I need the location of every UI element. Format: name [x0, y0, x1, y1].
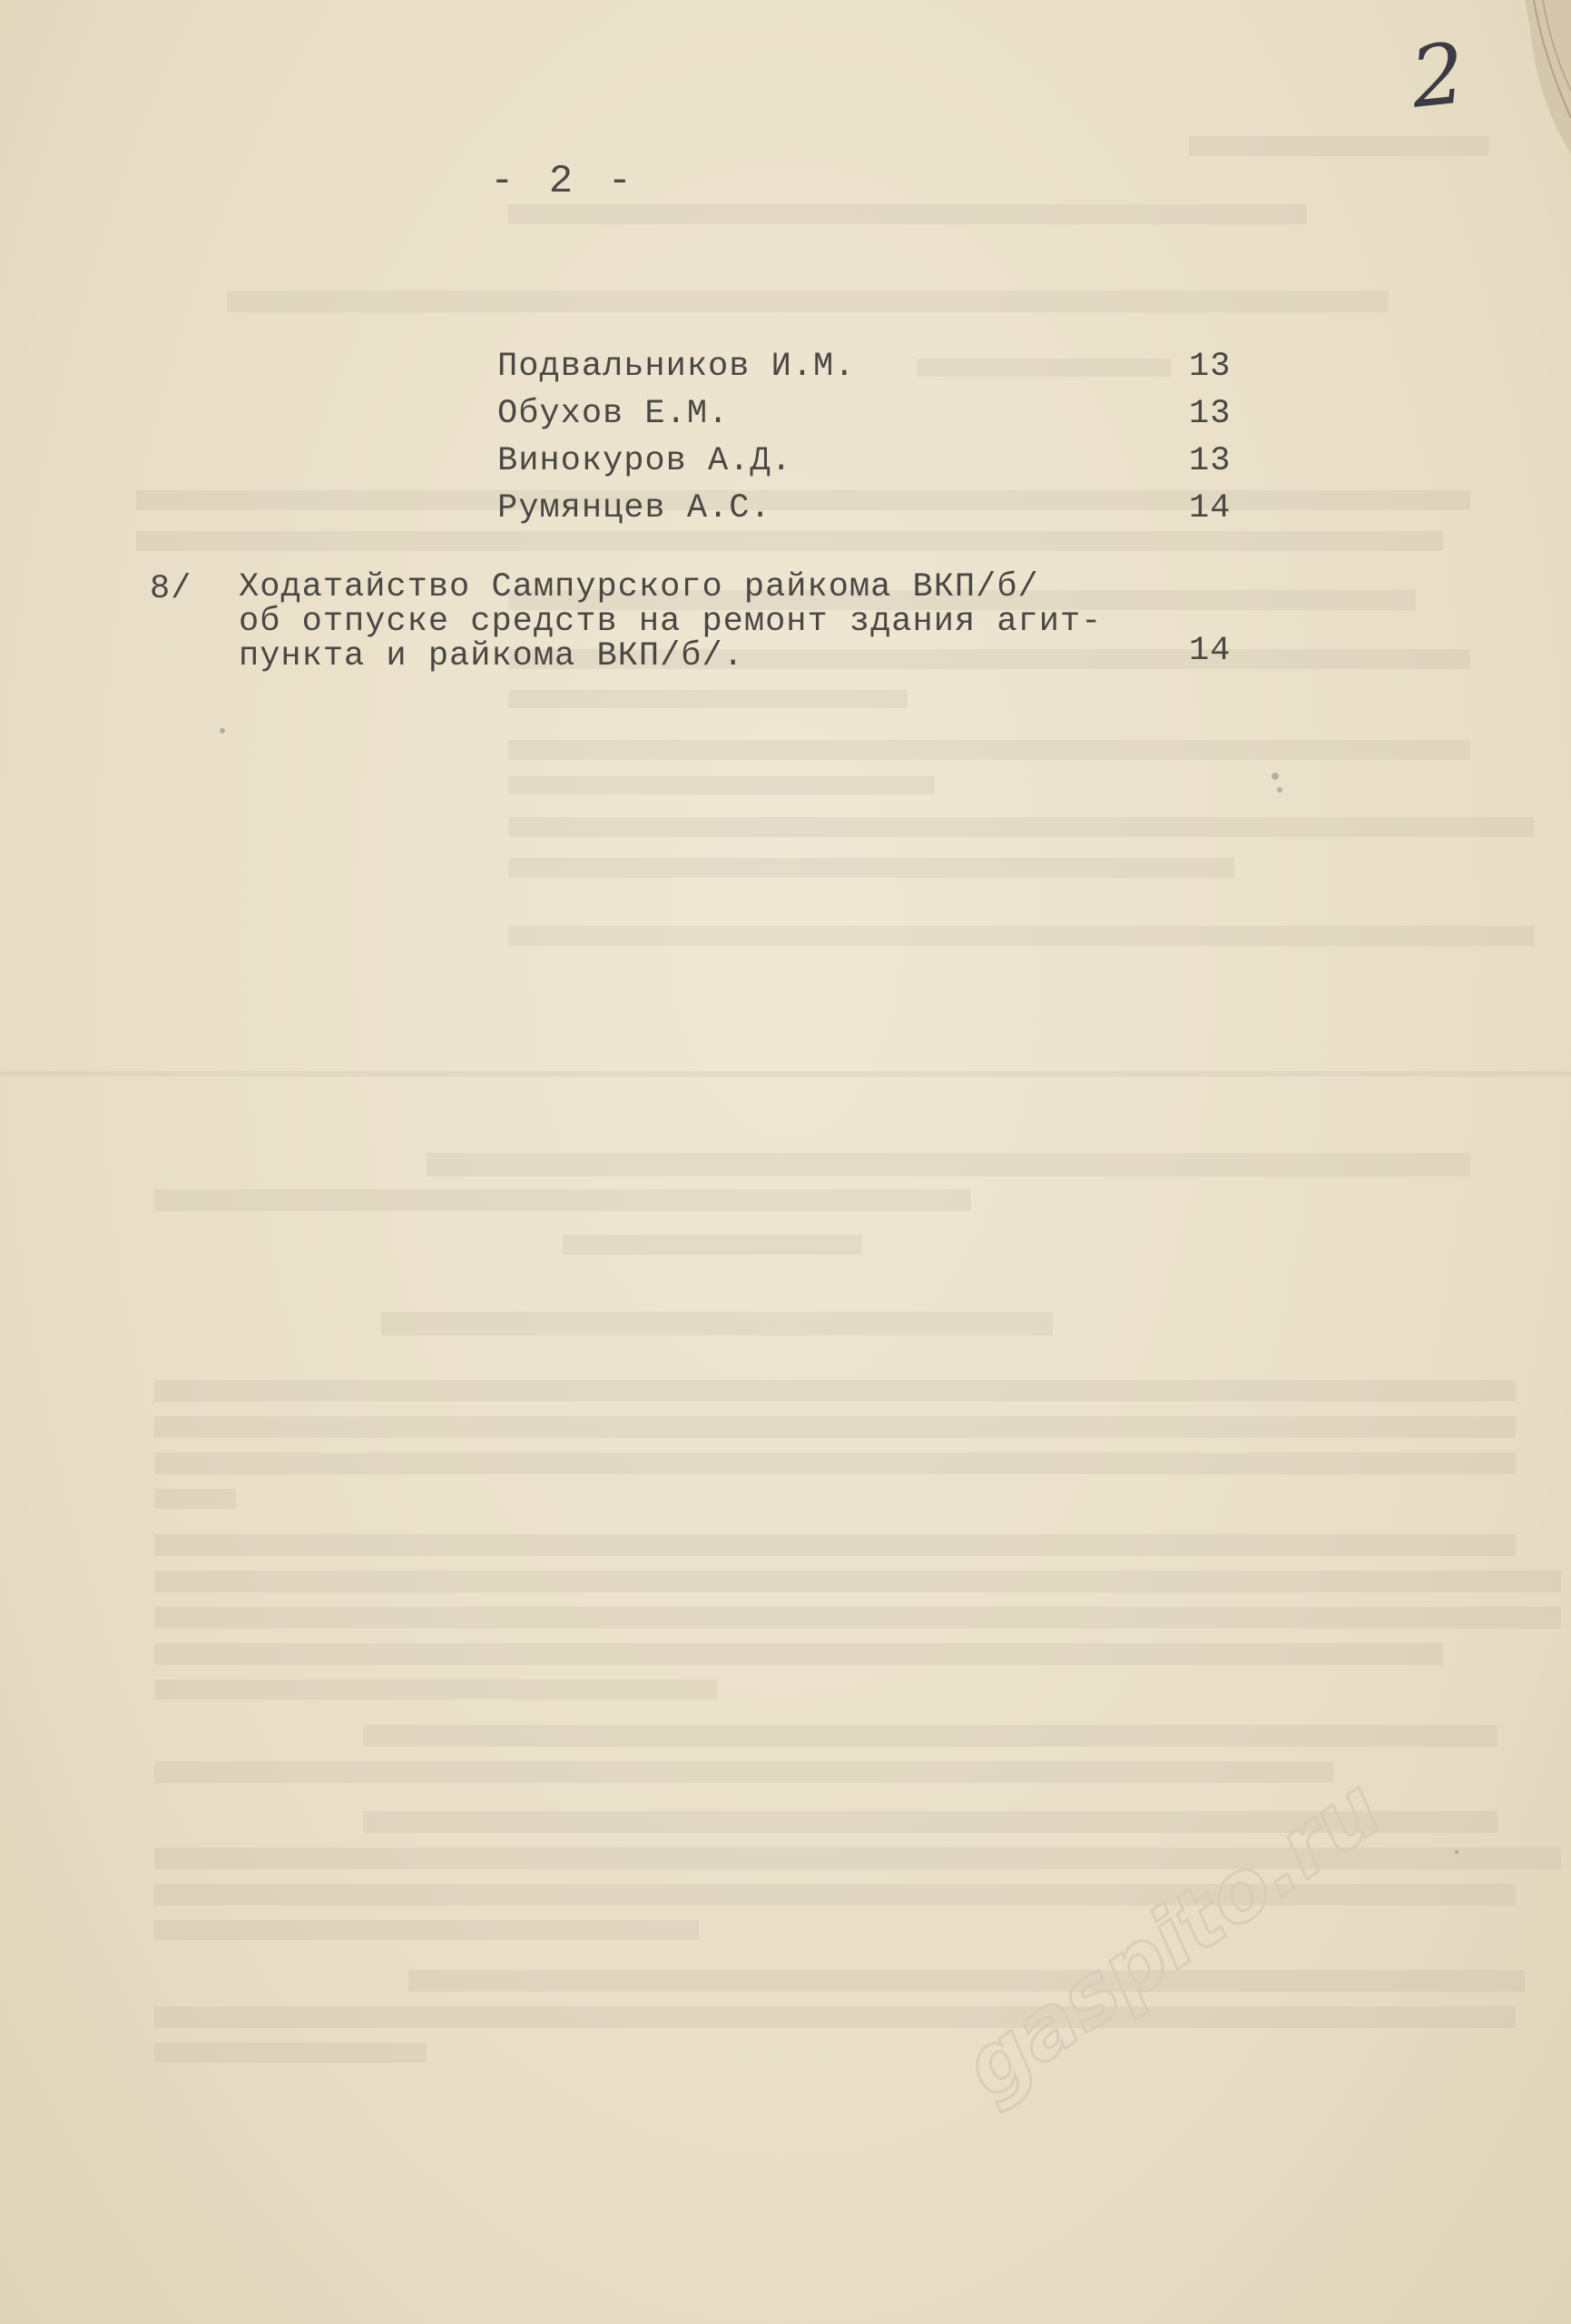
- item-text-line: пункта и райкома ВКП/б/.: [239, 637, 744, 675]
- page-corner-curl: [1488, 0, 1571, 154]
- page-reference: 14: [1189, 489, 1232, 527]
- folio-number: 2: [1406, 25, 1469, 127]
- item-text-line: об отпуске средств на ремонт здания агит-: [239, 603, 1103, 641]
- item-text-line: Ходатайство Сампурского райкома ВКП/б/: [239, 568, 1039, 606]
- watermark-text: gaspito.ru: [946, 1759, 1399, 2117]
- item-text: [239, 570, 1192, 674]
- item-number: 8/: [150, 570, 192, 608]
- page-reference: 14: [1189, 632, 1232, 670]
- person-name: Подвальников И.М.: [497, 348, 856, 386]
- name-row: [497, 348, 1242, 395]
- page-reference: 13: [1189, 442, 1232, 480]
- page-reference: 13: [1189, 348, 1232, 386]
- name-row: [497, 395, 1242, 442]
- page-number: - 2 -: [490, 159, 638, 204]
- page-reference: 13: [1189, 395, 1232, 433]
- person-name: Винокуров А.Д.: [497, 442, 792, 480]
- names-list: [497, 348, 1242, 537]
- name-row: [497, 489, 1242, 537]
- person-name: Обухов Е.М.: [497, 395, 730, 433]
- name-row: [497, 442, 1242, 489]
- person-name: Румянцев А.С.: [497, 489, 771, 527]
